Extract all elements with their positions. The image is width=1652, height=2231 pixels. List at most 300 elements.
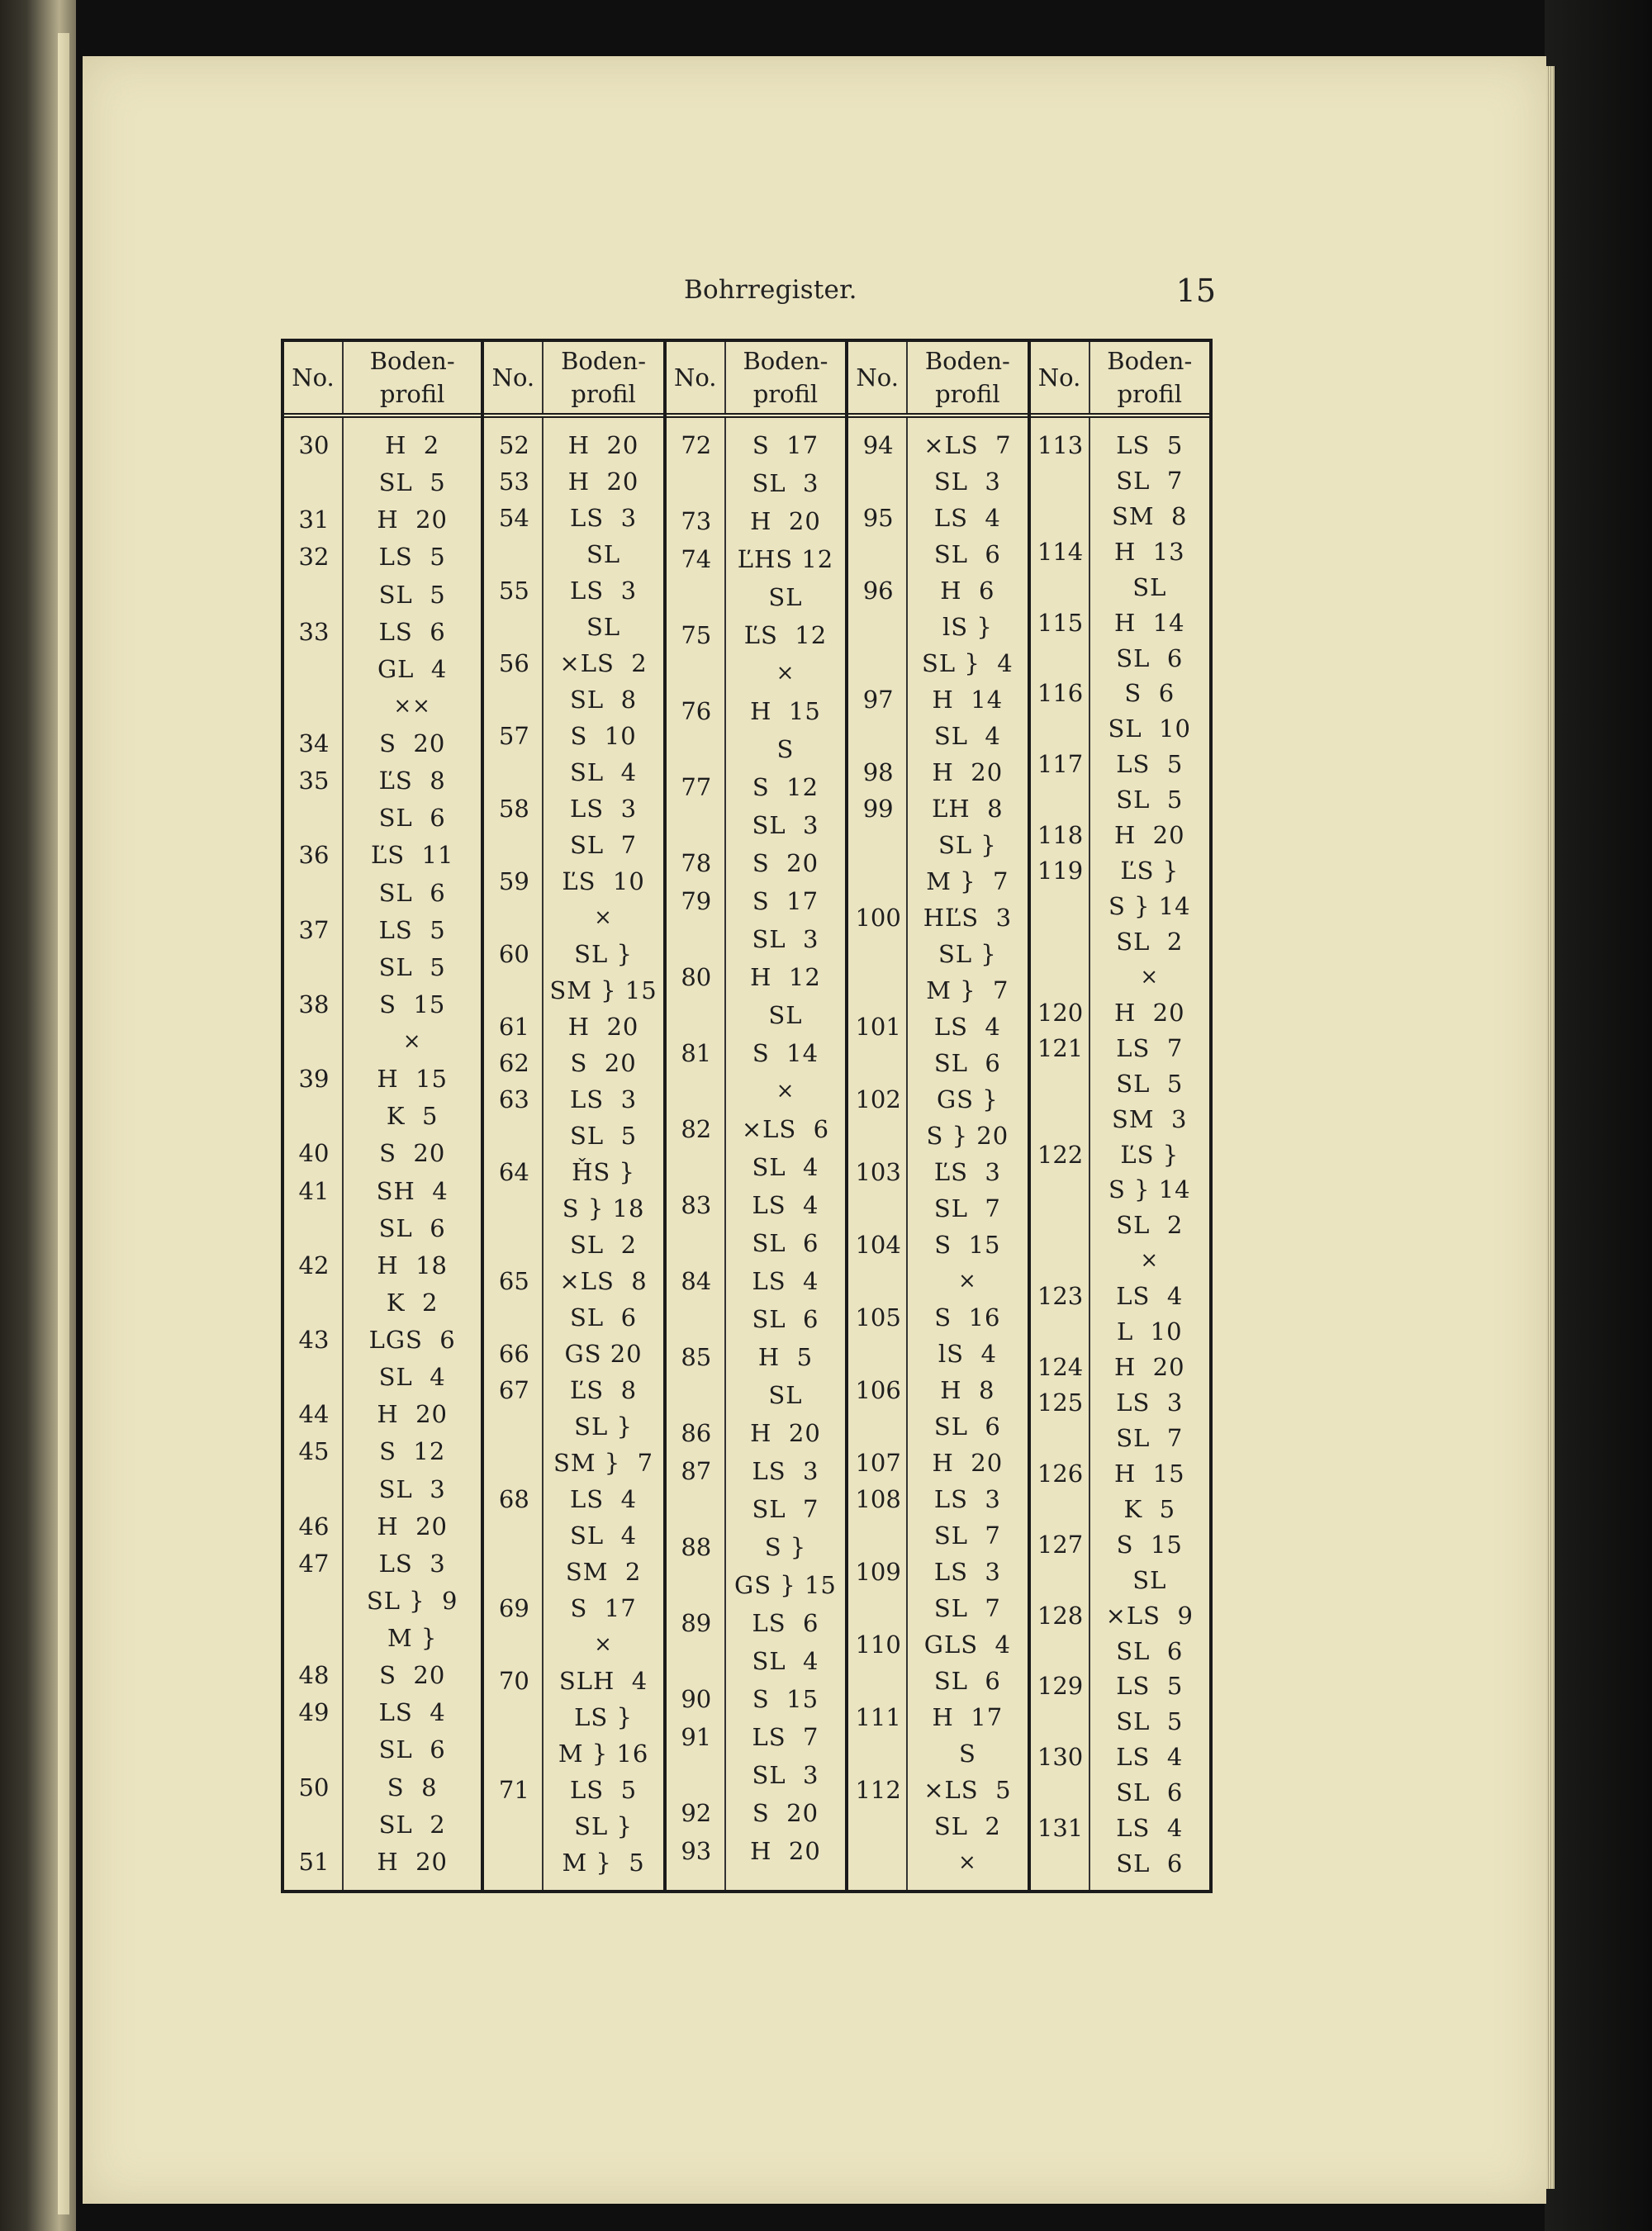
soil-profile-entry: L 10: [1116, 1317, 1183, 1346]
table-row: [848, 608, 1027, 646]
table-row: [848, 1662, 1027, 1700]
table-row: [667, 1338, 845, 1376]
table-row: [1031, 1490, 1209, 1528]
table-row: [667, 426, 845, 464]
soil-profile-entry: LS 3: [570, 795, 638, 823]
table-row: [484, 1262, 662, 1300]
bore-number: 87: [681, 1457, 712, 1485]
table-row: [848, 1298, 1027, 1336]
table-row: [484, 899, 662, 937]
table-row: [284, 1656, 481, 1694]
column-body: [848, 418, 1027, 1890]
table-row: [484, 1044, 662, 1082]
soil-profile-entry: ĽS 10: [562, 867, 645, 895]
table-row: [1031, 958, 1209, 996]
bore-number: 59: [498, 867, 529, 895]
soil-profile-entry: M }: [387, 1624, 438, 1653]
soil-profile-entry: SM 8: [1112, 501, 1188, 530]
soil-profile-entry: S 20: [379, 1661, 446, 1690]
table-row: [484, 1226, 662, 1264]
bore-number: 126: [1037, 1459, 1084, 1488]
table-row: [284, 1432, 481, 1470]
table-row: [848, 1117, 1027, 1155]
soil-profile-entry: LS 3: [752, 1457, 819, 1485]
table-row: [484, 790, 662, 828]
bore-number: 93: [681, 1837, 712, 1865]
bore-number: 73: [681, 507, 712, 535]
bore-number: 80: [681, 963, 712, 991]
header-profile-line2: profil: [752, 380, 819, 408]
table-row: [848, 862, 1027, 900]
soil-profile-entry: LGS 6: [368, 1326, 456, 1355]
soil-profile-entry: ĽS }: [1120, 857, 1180, 885]
table-row: [284, 1730, 481, 1768]
soil-profile-entry: SL 5: [1116, 1069, 1184, 1098]
bore-number: 71: [498, 1776, 529, 1804]
table-row: [667, 616, 845, 654]
soil-profile-entry: M } 7: [926, 976, 1009, 1004]
table-row: [484, 1662, 662, 1700]
table-row: [284, 426, 481, 464]
bore-number: 55: [498, 577, 529, 605]
bore-number: 84: [681, 1267, 712, 1295]
soil-profile-entry: SL 5: [1116, 1707, 1184, 1736]
table-row: [667, 1756, 845, 1794]
soil-profile-entry: SL 6: [933, 540, 1001, 568]
table-row: [667, 1186, 845, 1224]
bore-number: 120: [1037, 998, 1084, 1027]
bore-number: 69: [498, 1594, 529, 1622]
soil-profile-entry: H 20: [750, 1419, 821, 1447]
column-group: [845, 342, 1027, 1890]
table-row: [1031, 674, 1209, 712]
table-row: [1031, 1029, 1209, 1067]
bore-number: 56: [498, 649, 529, 677]
soil-profile-entry: GS }: [937, 1085, 999, 1113]
table-row: [484, 608, 662, 646]
soil-profile-entry: H 20: [567, 1013, 639, 1041]
table-row: [284, 724, 481, 762]
soil-profile-entry: SL 10: [1108, 714, 1192, 743]
bore-number: 124: [1037, 1353, 1084, 1382]
soil-profile-entry: SL 6: [933, 1667, 1001, 1695]
header-profile: [344, 342, 481, 413]
table-row: [848, 1735, 1027, 1773]
bore-number: 98: [862, 758, 894, 786]
soil-profile-entry: SL 8: [570, 686, 638, 714]
table-row: [1031, 1065, 1209, 1103]
bore-number: 131: [1037, 1814, 1084, 1843]
table-row: [1031, 1773, 1209, 1811]
table-row: [484, 1626, 662, 1664]
soil-profile-entry: SL 5: [570, 1122, 638, 1150]
table-row: [667, 1148, 845, 1186]
soil-profile-entry: ×: [594, 905, 613, 930]
soil-profile-entry: LS 4: [752, 1191, 819, 1219]
soil-profile-entry: ȞS }: [572, 1158, 635, 1186]
soil-profile-entry: SL 6: [378, 1735, 446, 1764]
bore-number: 70: [498, 1667, 529, 1695]
bore-number: 97: [862, 686, 894, 714]
soil-profile-entry: H 20: [377, 1847, 448, 1876]
table-row: [284, 1395, 481, 1433]
table-row: [667, 1224, 845, 1262]
bore-number: 85: [681, 1343, 712, 1371]
bore-number: 65: [498, 1267, 529, 1295]
bore-number: 43: [298, 1326, 330, 1355]
table-row: [284, 687, 481, 725]
header-no: No.: [284, 342, 344, 413]
table-row: [667, 654, 845, 692]
bore-number: 42: [298, 1251, 330, 1279]
soil-profile-entry: H 18: [377, 1251, 448, 1279]
table-row: [484, 681, 662, 719]
table-row: [484, 1335, 662, 1373]
table-row: [1031, 1844, 1209, 1882]
bore-number: 101: [855, 1013, 901, 1041]
soil-profile-entry: S 15: [379, 990, 446, 1018]
soil-profile-entry: GS 20: [564, 1340, 643, 1368]
soil-profile-entry: H 2: [385, 431, 440, 459]
soil-profile-entry: H 6: [940, 577, 995, 605]
table-row: [1031, 1526, 1209, 1564]
soil-profile-entry: SL 2: [1116, 1211, 1184, 1240]
soil-profile-entry: H 20: [567, 431, 639, 459]
table-row: [484, 1698, 662, 1736]
soil-profile-entry: SL 3: [752, 1761, 819, 1789]
soil-profile-entry: S 20: [379, 1139, 446, 1168]
table-row: [1031, 1632, 1209, 1670]
bore-number: 61: [498, 1013, 529, 1041]
bore-number: 112: [855, 1776, 901, 1804]
soil-profile-entry: LS 5: [570, 1776, 638, 1804]
header-profile-line2: profil: [1117, 380, 1183, 408]
bore-number: 54: [498, 504, 529, 532]
bore-number: 62: [498, 1049, 529, 1077]
column-header: [1031, 342, 1209, 418]
table-row: [484, 463, 662, 501]
soil-profile-entry: SL 3: [752, 925, 819, 953]
table-row: [667, 1604, 845, 1642]
bore-number: 45: [298, 1437, 330, 1466]
bore-number: 127: [1037, 1530, 1084, 1559]
soil-profile-entry: SL 2: [933, 1812, 1001, 1840]
table-row: [284, 1284, 481, 1322]
table-row: [667, 1718, 845, 1756]
table-row: [848, 426, 1027, 464]
table-row: [667, 578, 845, 616]
soil-profile-entry: lS 4: [938, 1340, 997, 1368]
header-profile-line1: Boden-: [561, 347, 647, 375]
soil-profile-entry: S 20: [752, 1799, 819, 1827]
table-row: [1031, 1667, 1209, 1705]
table-row: [667, 1794, 845, 1832]
soil-profile-entry: SM 2: [565, 1558, 642, 1586]
table-row: [667, 1528, 845, 1566]
soil-profile-entry: LS 5: [1116, 750, 1184, 779]
bore-register-table: [281, 339, 1213, 1893]
table-row: [667, 1680, 845, 1718]
soil-profile-entry: ĽHS 12: [737, 545, 834, 573]
table-row: [667, 540, 845, 578]
header-profile: [1090, 342, 1209, 413]
soil-profile-entry: SL 4: [570, 1521, 638, 1550]
bore-number: 107: [855, 1449, 901, 1477]
table-row: [284, 762, 481, 800]
table-row: [848, 1589, 1027, 1627]
table-row: [484, 1153, 662, 1191]
table-row: [1031, 1136, 1209, 1174]
table-row: [284, 1060, 481, 1098]
table-row: [667, 1490, 845, 1528]
soil-profile-entry: H 20: [1113, 998, 1185, 1027]
bore-number: 72: [681, 431, 712, 459]
bore-number: 125: [1037, 1388, 1084, 1417]
table-row: [484, 971, 662, 1009]
soil-profile-entry: ×: [776, 1079, 795, 1104]
table-row: [667, 1034, 845, 1072]
bore-number: 58: [498, 795, 529, 823]
bore-number: 108: [855, 1485, 901, 1513]
soil-profile-entry: H 15: [750, 697, 821, 725]
table-row: [1031, 710, 1209, 748]
table-row: [667, 1376, 845, 1414]
soil-profile-entry: ĽS 3: [933, 1158, 1001, 1186]
table-row: [848, 1771, 1027, 1809]
bore-number: 38: [298, 990, 330, 1018]
table-row: [848, 1698, 1027, 1736]
soil-profile-entry: LS 4: [378, 1698, 446, 1727]
soil-profile-entry: S 20: [752, 849, 819, 877]
soil-profile-entry: SL 4: [570, 758, 638, 786]
table-row: [484, 935, 662, 973]
soil-profile-entry: SL }: [574, 1412, 633, 1441]
bore-number: 111: [855, 1703, 901, 1731]
soil-profile-entry: S } 20: [926, 1122, 1009, 1150]
soil-profile-entry: LS 3: [570, 577, 638, 605]
soil-profile-entry: ĽH 8: [932, 795, 1004, 823]
soil-profile-entry: ×LS 6: [741, 1115, 830, 1143]
table-row: [1031, 533, 1209, 571]
soil-profile-entry: GS } 15: [734, 1571, 837, 1599]
table-row: [667, 1642, 845, 1680]
table-row: [284, 463, 481, 501]
bore-number: 121: [1037, 1033, 1084, 1062]
bore-number: 51: [298, 1847, 330, 1876]
column-header: [848, 342, 1027, 418]
table-row: [484, 862, 662, 900]
soil-profile-entry: SL 4: [752, 1647, 819, 1675]
soil-profile-entry: SL 6: [933, 1412, 1001, 1441]
soil-profile-entry: ×: [1140, 1248, 1160, 1274]
table-row: [284, 613, 481, 651]
table-row: [667, 1300, 845, 1338]
soil-profile-entry: SL 2: [1116, 927, 1184, 956]
bore-number: 46: [298, 1512, 330, 1540]
header-profile-line1: Boden-: [369, 347, 455, 375]
table-row: [667, 1832, 845, 1870]
table-row: [284, 1134, 481, 1172]
bore-number: 128: [1037, 1601, 1084, 1630]
bore-number: 53: [498, 468, 529, 496]
bore-number: 66: [498, 1340, 529, 1368]
soil-profile-entry: S: [776, 735, 795, 763]
table-row: [848, 826, 1027, 864]
table-row: [1031, 604, 1209, 642]
table-row: [848, 1153, 1027, 1191]
soil-profile-entry: ×: [594, 1632, 613, 1657]
bore-number: 123: [1037, 1282, 1084, 1311]
table-row: [284, 1246, 481, 1284]
bore-number: 119: [1037, 857, 1084, 885]
soil-profile-entry: H 20: [932, 1449, 1004, 1477]
soil-profile-entry: SL 6: [378, 878, 446, 907]
table-row: [1031, 1597, 1209, 1635]
table-row: [848, 1553, 1027, 1591]
soil-profile-entry: ×LS 5: [923, 1776, 1012, 1804]
table-row: [1031, 1561, 1209, 1599]
table-row: [484, 1553, 662, 1591]
bore-number: 37: [298, 915, 330, 944]
bore-number: 104: [855, 1231, 901, 1259]
soil-profile-entry: S 17: [570, 1594, 637, 1622]
soil-profile-entry: SL: [586, 540, 621, 568]
soil-profile-entry: LS 3: [1116, 1388, 1184, 1417]
column-header: [484, 342, 662, 418]
bore-number: 94: [862, 431, 894, 459]
table-row: [667, 844, 845, 882]
soil-profile-entry: SL 4: [933, 722, 1001, 750]
soil-profile-entry: SL 7: [752, 1495, 819, 1523]
bore-number: 31: [298, 506, 330, 534]
soil-profile-entry: H 20: [377, 506, 448, 534]
table-row: [848, 1444, 1027, 1482]
bore-number: 109: [855, 1558, 901, 1586]
table-row: [484, 1117, 662, 1155]
bore-number: 89: [681, 1609, 712, 1637]
soil-profile-entry: K 5: [386, 1102, 439, 1131]
bore-number: 99: [862, 795, 894, 823]
bore-number: 113: [1037, 431, 1084, 459]
bore-number: 75: [681, 621, 712, 649]
soil-profile-entry: S 15: [934, 1231, 1001, 1259]
table-row: [848, 1080, 1027, 1118]
soil-profile-entry: LS 4: [1116, 1282, 1184, 1311]
table-row: [484, 1807, 662, 1845]
table-row: [667, 920, 845, 958]
bore-number: 77: [681, 773, 712, 801]
soil-profile-entry: ×LS 7: [923, 431, 1012, 459]
table-row: [284, 1209, 481, 1247]
table-row: [1031, 816, 1209, 854]
table-row: [1031, 923, 1209, 961]
page-number: 15: [1175, 273, 1216, 309]
table-row: [667, 1262, 845, 1300]
bore-number: 130: [1037, 1743, 1084, 1772]
table-row: [848, 1626, 1027, 1664]
soil-profile-entry: SL 6: [1116, 1778, 1184, 1807]
soil-profile-entry: S 16: [934, 1303, 1001, 1331]
header-no: No.: [484, 342, 544, 413]
table-row: [284, 1470, 481, 1508]
soil-profile-entry: H 12: [750, 963, 821, 991]
soil-profile-entry: H 15: [1113, 1459, 1185, 1488]
soil-profile-entry: SL 4: [752, 1153, 819, 1181]
bore-number: 86: [681, 1419, 712, 1447]
header-profile-line2: profil: [571, 380, 636, 408]
table-row: [484, 644, 662, 682]
soil-profile-entry: SL 7: [1116, 466, 1184, 495]
table-row: [1031, 497, 1209, 535]
table-row: [484, 1008, 662, 1046]
soil-profile-entry: ĽS 8: [570, 1376, 638, 1404]
bore-number: 117: [1037, 750, 1084, 779]
table-row: [284, 1358, 481, 1396]
soil-profile-entry: SL 2: [378, 1810, 446, 1839]
table-row: [484, 1371, 662, 1409]
bore-number: 36: [298, 841, 330, 870]
soil-profile-entry: SL 3: [752, 811, 819, 839]
soil-profile-entry: SM 3: [1112, 1104, 1188, 1133]
soil-profile-entry: SL 5: [378, 468, 446, 497]
table-row: [1031, 1100, 1209, 1138]
soil-profile-entry: H 20: [1113, 1353, 1185, 1382]
soil-profile-entry: SL 6: [752, 1229, 819, 1257]
soil-profile-entry: M } 5: [562, 1849, 645, 1877]
soil-profile-entry: SL }: [938, 940, 997, 968]
soil-profile-entry: S 17: [752, 887, 819, 915]
bore-number: 34: [298, 729, 330, 758]
table-row: [848, 1189, 1027, 1227]
soil-profile-entry: H 20: [567, 468, 639, 496]
soil-profile-entry: SL }: [938, 831, 997, 859]
soil-profile-entry: SL: [768, 583, 803, 611]
soil-profile-entry: SL 3: [378, 1474, 446, 1503]
soil-profile-entry: SL 5: [378, 580, 446, 609]
table-row: [848, 1371, 1027, 1409]
table-row: [667, 1566, 845, 1604]
soil-profile-entry: LS 4: [1116, 1814, 1184, 1843]
table-row: [1031, 462, 1209, 500]
bore-number: 115: [1037, 608, 1084, 637]
soil-profile-entry: ×: [776, 661, 795, 686]
table-row: [484, 499, 662, 537]
header-profile: [726, 342, 845, 413]
table-row: [1031, 426, 1209, 464]
table-row: [1031, 745, 1209, 783]
table-row: [848, 1044, 1027, 1082]
soil-profile-entry: SL } 4: [922, 649, 1014, 677]
soil-profile-entry: S 17: [752, 431, 819, 459]
soil-profile-entry: LS 4: [933, 1013, 1001, 1041]
table-row: [284, 1582, 481, 1620]
table-row: [284, 538, 481, 576]
bore-number: 82: [681, 1115, 712, 1143]
soil-profile-entry: K 5: [1123, 1494, 1176, 1523]
table-row: [848, 1517, 1027, 1555]
bore-number: 67: [498, 1376, 529, 1404]
soil-profile-entry: SL: [1132, 1565, 1167, 1594]
table-row: [484, 572, 662, 610]
table-row: [1031, 1702, 1209, 1740]
table-row: [848, 971, 1027, 1009]
bore-number: 83: [681, 1191, 712, 1219]
bore-number: 32: [298, 543, 330, 572]
table-row: [284, 650, 481, 688]
table-row: [284, 1172, 481, 1210]
bore-number: 47: [298, 1549, 330, 1578]
bore-number: 79: [681, 887, 712, 915]
